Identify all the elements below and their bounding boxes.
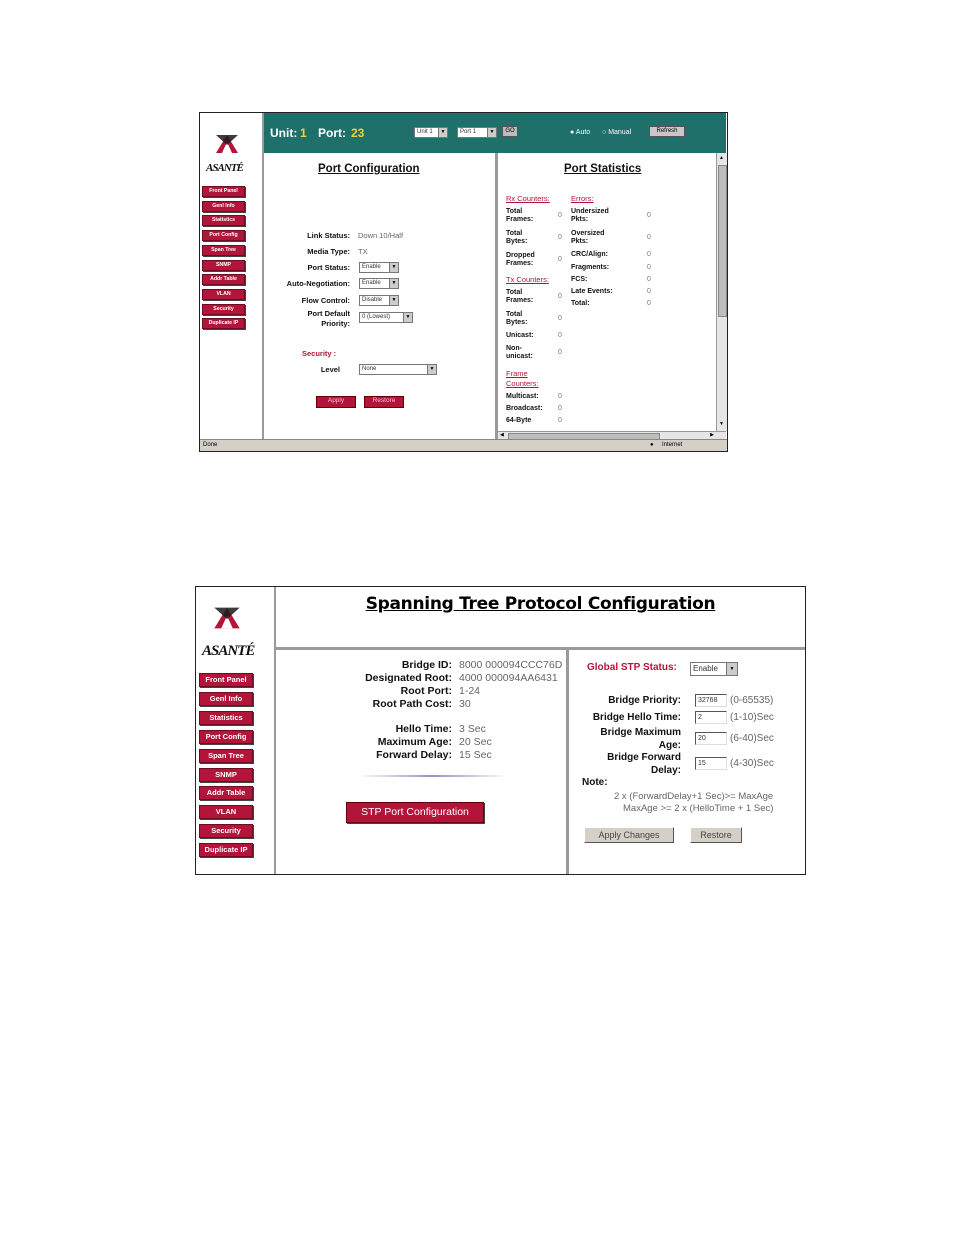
hello-time-value: 3 Sec (459, 723, 486, 735)
bridge-forward-delay-input[interactable]: 15 (695, 757, 727, 770)
auto-negotiation-label: Auto-Negotiation: (286, 279, 350, 288)
header-bar (264, 113, 726, 153)
counter-value: 0 (558, 405, 562, 412)
port-status-label: Port Status: (307, 263, 350, 272)
port-statistics-panel (498, 153, 716, 431)
port-configuration-panel (264, 153, 498, 439)
bridge-priority-label: Bridge Priority: (608, 695, 681, 706)
bridge-max-age-range: (6-40)Sec (730, 733, 774, 744)
counter-value: 0 (558, 349, 562, 356)
security-label: Security : (302, 349, 337, 358)
bridge-forward-delay-range: (4-30)Sec (730, 758, 774, 769)
refresh-button[interactable]: Refresh (649, 126, 685, 137)
nav-item[interactable]: Front Panel (199, 673, 253, 687)
nav-item[interactable]: Span Tree (202, 245, 245, 256)
sidebar (200, 113, 264, 439)
counter-value: 0 (647, 288, 651, 295)
root-port-value: 1-24 (459, 685, 481, 697)
stp-settings-panel (569, 650, 805, 874)
bridge-hello-time-label: Bridge Hello Time: (592, 712, 681, 723)
counter-label: FCS: (571, 276, 588, 283)
counter-label: Non- unicast: (506, 345, 533, 360)
counter-value: 0 (647, 212, 651, 219)
nav-item[interactable]: Addr Table (199, 786, 253, 800)
counter-label: Multicast: (506, 393, 539, 400)
restore-button[interactable]: Restore (690, 827, 742, 843)
counter-value: 0 (558, 212, 562, 219)
root-port-label: Root Port: (400, 685, 452, 697)
counter-label: Undersized Pkts: (571, 208, 609, 223)
port-label: Port: (318, 126, 346, 140)
flow-control-select[interactable]: Disable ▼ (359, 295, 399, 306)
internet-zone-icon: ● (650, 442, 654, 448)
chevron-down-icon: ▼ (487, 128, 496, 137)
bridge-hello-time-range: (1-10)Sec (730, 712, 774, 723)
counter-label: Late Events: (571, 288, 613, 295)
counter-label: CRC/Align: (571, 251, 608, 258)
nav-item[interactable]: VLAN (202, 289, 245, 300)
nav-item[interactable]: Security (199, 824, 253, 838)
root-path-cost-value: 30 (459, 698, 471, 710)
counter-value: 0 (558, 293, 562, 300)
counter-value: 0 (558, 393, 562, 400)
asante-logo-icon (214, 133, 240, 155)
unit-label: Unit: (270, 126, 298, 140)
apply-changes-button[interactable]: Apply Changes (584, 827, 674, 843)
bridge-max-age-label: Bridge Maximum Age: (600, 727, 681, 751)
nav-item[interactable]: Addr Table (202, 274, 245, 285)
logo-text: ASANTÉ (206, 162, 243, 174)
rx-counters-heading: Rx Counters: (506, 194, 550, 203)
designated-root-value: 4000 000094AA6431 (459, 672, 558, 684)
bridge-forward-delay-label: Bridge Forward Delay: (607, 752, 681, 776)
counter-label: Oversized Pkts: (571, 230, 605, 245)
divider (358, 775, 508, 777)
port-priority-select[interactable]: 0 (Lowest) ▼ (359, 312, 413, 323)
nav-item[interactable]: Genl Info (199, 692, 253, 706)
counter-value: 0 (558, 315, 562, 322)
scrollbar-thumb[interactable] (718, 165, 727, 317)
status-bar (200, 439, 727, 452)
counter-label: Total Frames: (506, 208, 534, 223)
designated-root-label: Designated Root: (365, 672, 452, 684)
nav-item[interactable]: Statistics (199, 711, 253, 725)
nav-item[interactable]: Front Panel (202, 186, 245, 197)
unit-select[interactable]: Unit 1 ▼ (414, 127, 448, 138)
global-stp-label: Global STP Status: (587, 662, 677, 673)
media-type-value: TX (358, 247, 368, 256)
hello-time-label: Hello Time: (395, 723, 452, 735)
vertical-scrollbar[interactable] (716, 153, 727, 431)
root-path-cost-label: Root Path Cost: (372, 698, 452, 710)
stp-config-window (195, 586, 806, 875)
bridge-max-age-input[interactable]: 20 (695, 732, 727, 745)
port-value: 23 (351, 126, 365, 140)
zone-text: Internet (662, 442, 683, 448)
tx-counters-heading: Tx Counters: (506, 275, 549, 284)
bridge-id-value: 8000 000094CCC76D (459, 659, 563, 671)
port-select[interactable]: Port 1 ▼ (457, 127, 497, 138)
radio-auto[interactable]: ● Auto (570, 129, 591, 136)
level-label: Level (320, 365, 340, 374)
counter-value: 0 (558, 417, 562, 424)
nav-item[interactable]: Port Config (202, 230, 245, 241)
chevron-down-icon: ▼ (438, 128, 447, 137)
forward-delay-label: Forward Delay: (376, 749, 452, 761)
bridge-priority-range: (0-65535) (730, 695, 774, 706)
nav-item[interactable]: Duplicate IP (199, 843, 253, 857)
chevron-down-icon: ▼ (427, 365, 436, 374)
chevron-down-icon: ▼ (389, 296, 398, 305)
status-text: Done (203, 442, 218, 448)
counter-value: 0 (558, 332, 562, 339)
stp-port-config-button[interactable]: STP Port Configuration (346, 802, 484, 823)
go-button[interactable]: GO (502, 126, 518, 137)
nav-item[interactable]: Genl Info (202, 201, 245, 212)
counter-label: Total: (571, 300, 590, 307)
restore-button[interactable]: Restore (364, 396, 404, 408)
port-priority-label: Port Default Priority: (307, 309, 350, 328)
counter-value: 0 (558, 234, 562, 241)
errors-heading: Errors: (571, 194, 594, 203)
logo-text: ASANTÉ (202, 643, 255, 659)
panel-title: Port Statistics (564, 163, 642, 175)
nav-item[interactable]: Duplicate IP (202, 318, 245, 329)
nav-item[interactable]: Port Config (199, 730, 253, 744)
page-title: Spanning Tree Protocol Configuration (365, 594, 716, 614)
scroll-right-icon[interactable]: ▶ (710, 432, 714, 438)
counter-label: Total Bytes: (506, 311, 528, 326)
chevron-down-icon: ▼ (726, 663, 737, 675)
note-line-2: MaxAge >= 2 x (HelloTime + 1 Sec) (623, 803, 774, 814)
counter-label: Total Bytes: (506, 230, 528, 245)
flow-control-label: Flow Control: (301, 296, 350, 305)
auto-negotiation-select[interactable]: Enable ▼ (359, 278, 399, 289)
counter-label: Dropped Frames: (506, 252, 535, 267)
bridge-priority-input[interactable]: 32768 (695, 694, 727, 707)
counter-value: 0 (558, 256, 562, 263)
counter-value: 0 (647, 251, 651, 258)
forward-delay-value: 15 Sec (459, 749, 492, 761)
port-status-select[interactable]: Enable ▼ (359, 262, 399, 273)
nav-item[interactable]: SNMP (199, 768, 253, 782)
nav-item[interactable]: SNMP (202, 260, 245, 271)
chevron-down-icon: ▼ (389, 263, 398, 272)
global-stp-select[interactable]: Enable ▼ (690, 662, 738, 676)
apply-button[interactable]: Apply (316, 396, 356, 408)
max-age-label: Maximum Age: (377, 736, 452, 748)
bridge-id-label: Bridge ID: (401, 659, 452, 671)
link-status-value: Down 10/Half (358, 231, 404, 240)
sidebar (196, 587, 276, 874)
panel-title: Port Configuration (318, 163, 420, 175)
note-line-1: 2 x (ForwardDelay+1 Sec)>= MaxAge (614, 791, 774, 802)
nav-item[interactable]: Span Tree (199, 749, 253, 763)
scroll-up-icon[interactable]: ▲ (719, 155, 724, 161)
counter-value: 0 (647, 234, 651, 241)
title-area (276, 587, 805, 650)
counter-value: 0 (647, 300, 651, 307)
media-type-label: Media Type: (307, 247, 350, 256)
bridge-hello-time-input[interactable]: 2 (695, 711, 727, 724)
note-label: Note: (582, 777, 608, 788)
bridge-info-panel (276, 650, 569, 874)
counter-label: Broadcast: (506, 405, 543, 412)
port-config-window (199, 112, 728, 452)
link-status-label: Link Status: (307, 231, 350, 240)
max-age-value: 20 Sec (459, 736, 492, 748)
nav-item[interactable]: VLAN (199, 805, 253, 819)
frame-counters-heading: Frame Counters: (506, 369, 539, 388)
counter-label: Fragments: (571, 264, 610, 271)
nav-item[interactable]: Security (202, 304, 245, 315)
counter-label: Unicast: (506, 332, 534, 339)
nav-item[interactable]: Statistics (202, 215, 245, 226)
chevron-down-icon: ▼ (389, 279, 398, 288)
scroll-down-icon[interactable]: ▼ (719, 421, 724, 427)
counter-value: 0 (647, 264, 651, 271)
asante-logo-icon (212, 605, 242, 631)
counter-label: 64-Byte (506, 417, 532, 424)
chevron-down-icon: ▼ (403, 313, 412, 322)
radio-manual[interactable]: ○ Manual (602, 129, 632, 136)
security-level-select[interactable]: None ▼ (359, 364, 437, 375)
counter-value: 0 (647, 276, 651, 283)
counter-label: Total Frames: (506, 289, 534, 304)
unit-value: 1 (300, 126, 307, 140)
scroll-left-icon[interactable]: ◀ (500, 432, 504, 438)
